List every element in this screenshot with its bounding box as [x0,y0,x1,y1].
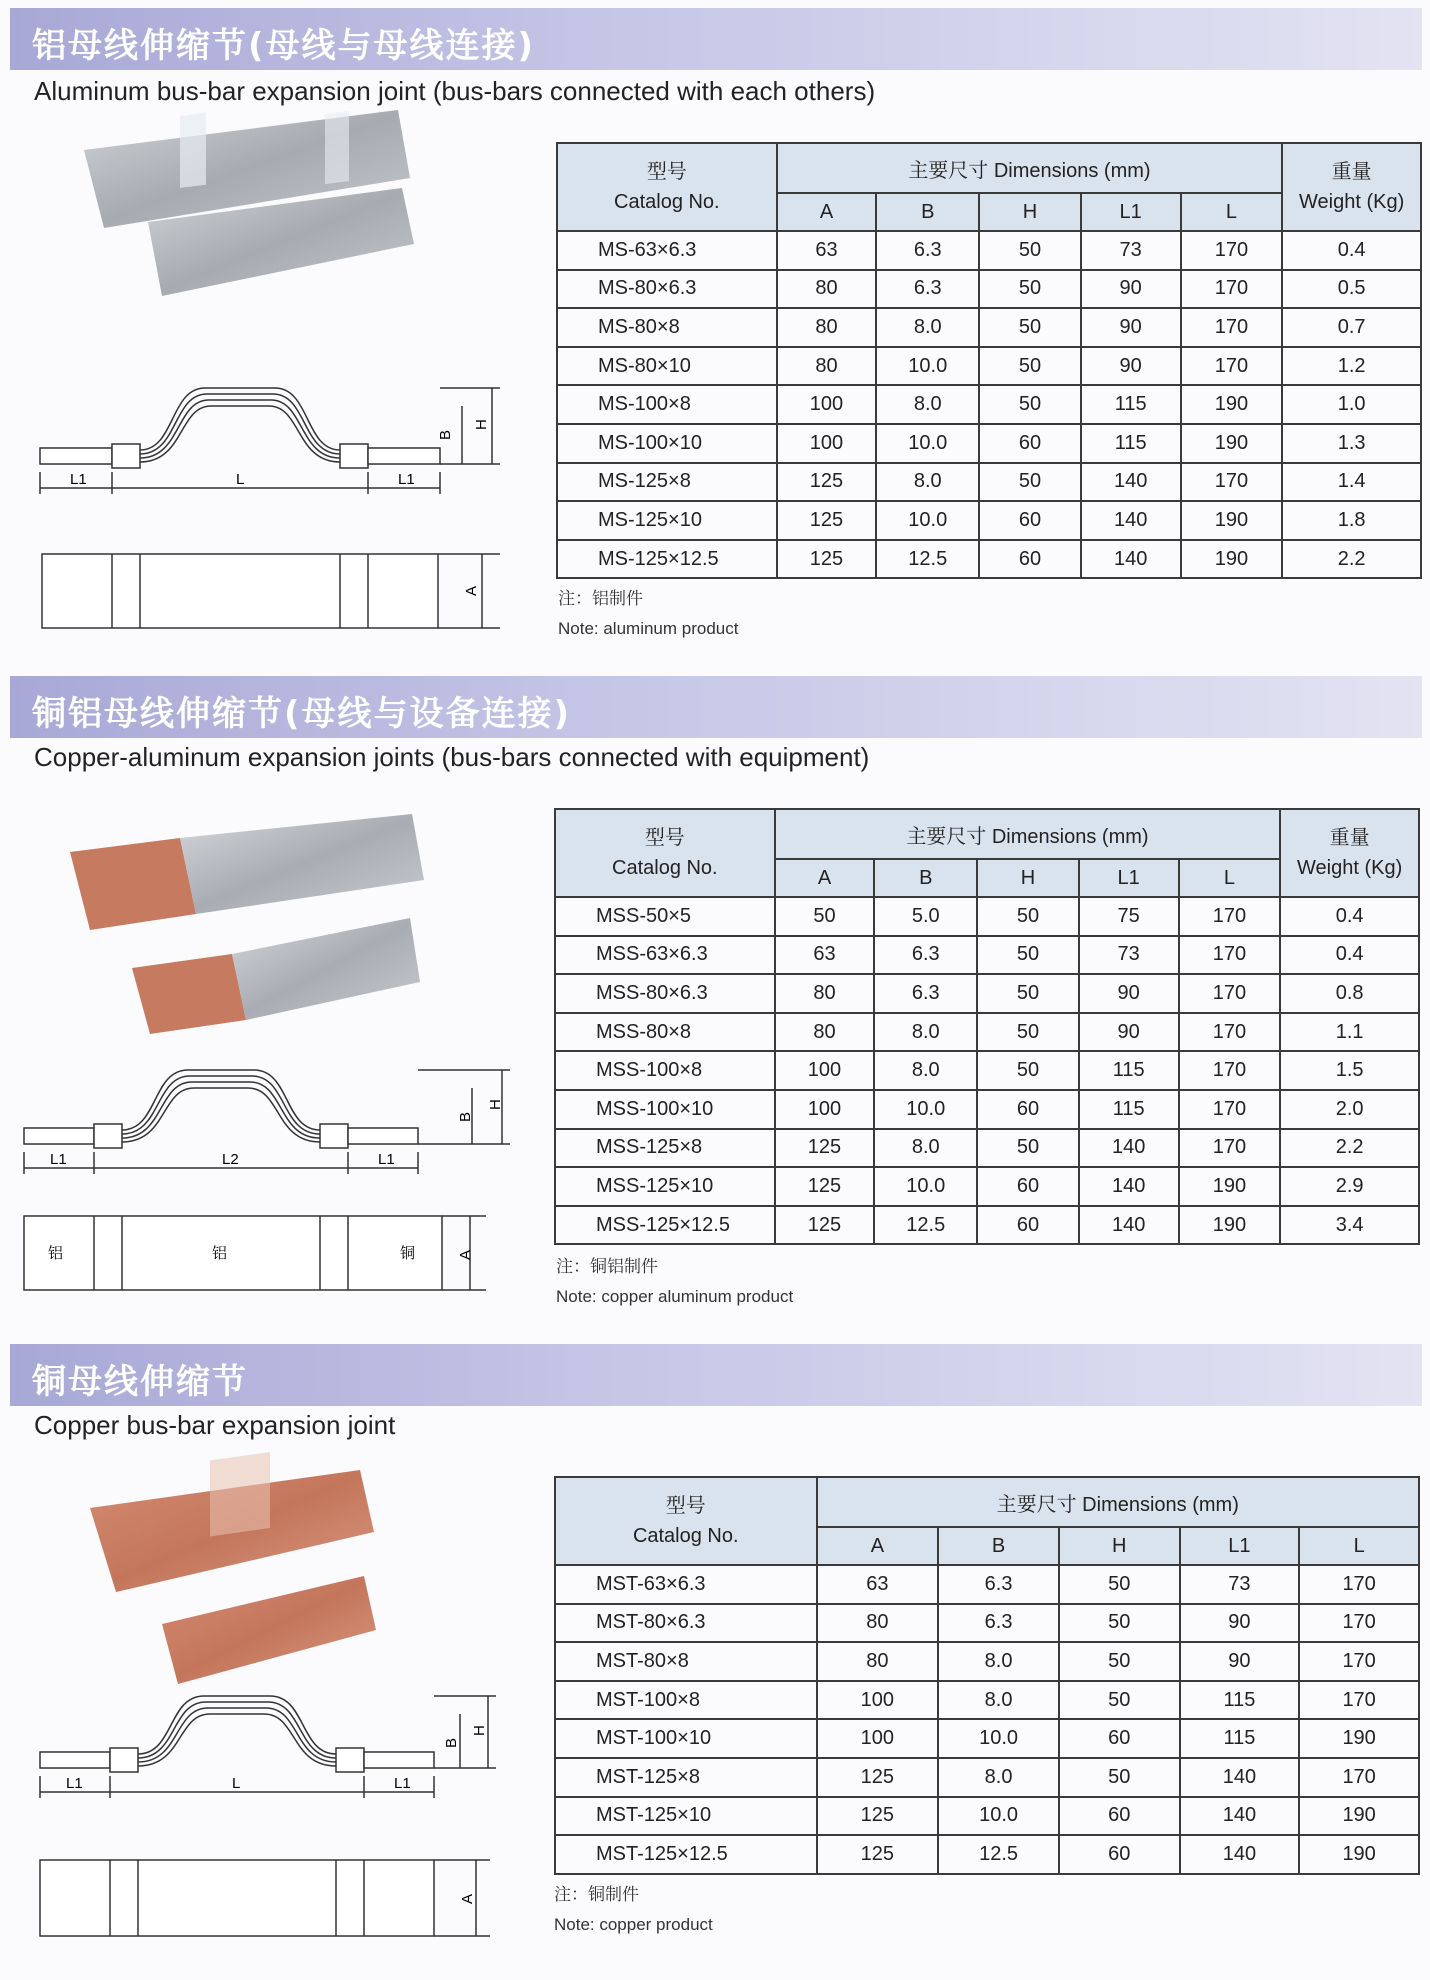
table-row [555,1797,1419,1836]
table-row [557,385,1421,424]
value-cell: 50 [1059,1758,1180,1797]
dim-b-label: B [457,1111,474,1122]
value-cell: 2.9 [1280,1167,1419,1206]
value-cell: 8.0 [938,1681,1059,1720]
value-cell: 170 [1179,897,1281,936]
col-header-a: A [777,193,877,231]
dim-h-label: H [473,419,490,430]
col-header-l: L [1181,193,1283,231]
value-cell: 3.4 [1280,1206,1419,1245]
table-row [557,347,1421,386]
value-cell: 10.0 [874,1090,977,1129]
col-header-l1: L1 [1180,1527,1300,1565]
section1-note: 注：铝制件 Note: aluminum product [558,589,739,638]
value-cell: 50 [979,308,1081,347]
section2-note: 注：铜铝制件 Note: copper aluminum product [556,1257,794,1306]
col-header-weight: 重量 Weight (Kg) [1280,809,1419,897]
dim-b-label: B [437,429,454,440]
value-cell: 90 [1081,308,1181,347]
value-cell: 8.0 [874,1013,977,1052]
value-cell: 170 [1179,936,1281,975]
value-cell: 80 [775,1013,875,1052]
value-cell: 60 [1059,1797,1180,1836]
value-cell: 80 [777,347,877,386]
value-cell: 6.3 [874,936,977,975]
dim-l1-right-label: L1 [398,471,415,488]
value-cell: 125 [775,1206,875,1245]
value-cell: 60 [979,501,1081,540]
value-cell: 8.0 [876,385,979,424]
col-header-b: B [876,193,979,231]
value-cell: 1.4 [1282,463,1421,502]
section2-product-illustration [0,790,520,1350]
value-cell: 1.0 [1282,385,1421,424]
value-cell: 170 [1181,308,1283,347]
side-view-drawing [40,1696,496,1798]
value-cell: 73 [1081,231,1181,270]
value-cell: 50 [979,270,1081,309]
col-header-dimensions: 主要尺寸 Dimensions (mm) [777,143,1283,193]
top-view-drawing [24,1216,486,1290]
catalog-no-cell: MST-100×8 [555,1681,817,1720]
value-cell: 1.3 [1282,424,1421,463]
catalog-no-cell: MST-125×8 [555,1758,817,1797]
value-cell: 8.0 [938,1642,1059,1681]
catalog-no-cell: MSS-50×5 [555,897,775,936]
table-row [557,308,1421,347]
value-cell: 170 [1299,1565,1419,1604]
value-cell: 190 [1299,1719,1419,1758]
value-cell: 190 [1181,540,1283,579]
section3-title-band [10,1344,1422,1406]
value-cell: 90 [1180,1642,1300,1681]
section3-product-illustration [0,1460,500,1980]
value-cell: 100 [775,1090,875,1129]
value-cell: 1.8 [1282,501,1421,540]
value-cell: 140 [1079,1129,1179,1168]
catalog-no-cell: MS-80×6.3 [557,270,777,309]
dim-l1-left-label: L1 [50,1151,67,1168]
table-row [557,501,1421,540]
section1-title-zh: 铝母线伸缩节(母线与母线连接) [32,26,536,66]
col-header-b: B [874,859,977,897]
catalog-no-cell: MS-125×10 [557,501,777,540]
value-cell: 6.3 [874,974,977,1013]
value-cell: 170 [1299,1604,1419,1643]
value-cell: 0.4 [1282,231,1421,270]
value-cell: 50 [977,936,1079,975]
value-cell: 170 [1179,1090,1281,1129]
table-row [555,1681,1419,1720]
table-row [555,1642,1419,1681]
value-cell: 0.4 [1280,897,1419,936]
dim-l2-label: L2 [222,1151,239,1168]
section2-spec-table [554,808,1420,1245]
value-cell: 90 [1081,347,1181,386]
section2-title-zh: 铜铝母线伸缩节(母线与设备连接) [32,694,572,734]
value-cell: 125 [777,501,877,540]
catalog-no-cell: MST-80×6.3 [555,1604,817,1643]
table-row [555,1167,1419,1206]
table-row [555,1206,1419,1245]
value-cell: 190 [1181,501,1283,540]
value-cell: 190 [1299,1835,1419,1874]
value-cell: 140 [1180,1758,1300,1797]
table-row [557,424,1421,463]
value-cell: 80 [817,1642,939,1681]
value-cell: 10.0 [876,501,979,540]
value-cell: 170 [1181,231,1283,270]
catalog-no-cell: MS-80×8 [557,308,777,347]
table-row [555,1758,1419,1797]
value-cell: 115 [1079,1051,1179,1090]
top-view-drawing [42,554,500,628]
col-header-dimensions: 主要尺寸 Dimensions (mm) [775,809,1281,859]
table-row [555,1013,1419,1052]
catalog-no-cell: MST-125×12.5 [555,1835,817,1874]
dim-l1-left-label: L1 [70,471,87,488]
section3-title-zh: 铜母线伸缩节 [32,1362,248,1402]
value-cell: 50 [977,1013,1079,1052]
value-cell: 50 [1059,1604,1180,1643]
dim-l-label: L [232,1775,241,1792]
col-header-h: H [979,193,1081,231]
value-cell: 125 [775,1167,875,1206]
table-row [555,1129,1419,1168]
section1-product-illustration [0,100,490,740]
value-cell: 190 [1179,1206,1281,1245]
value-cell: 2.2 [1282,540,1421,579]
catalog-no-cell: MS-100×8 [557,385,777,424]
value-cell: 60 [979,540,1081,579]
value-cell: 63 [817,1565,939,1604]
aluminum-bar-photo [84,110,414,296]
value-cell: 8.0 [874,1051,977,1090]
value-cell: 140 [1079,1206,1179,1245]
value-cell: 170 [1179,1013,1281,1052]
value-cell: 170 [1299,1758,1419,1797]
value-cell: 50 [775,897,875,936]
value-cell: 50 [1059,1681,1180,1720]
value-cell: 6.3 [938,1565,1059,1604]
value-cell: 2.0 [1280,1090,1419,1129]
table-row [555,1090,1419,1129]
value-cell: 80 [777,308,877,347]
table-row [557,540,1421,579]
value-cell: 170 [1179,1051,1281,1090]
value-cell: 1.2 [1282,347,1421,386]
catalog-no-cell: MSS-80×8 [555,1013,775,1052]
value-cell: 10.0 [876,347,979,386]
dim-l1-right-label: L1 [394,1775,411,1792]
value-cell: 0.5 [1282,270,1421,309]
section3-spec-table [554,1476,1420,1875]
dim-l1-right-label: L1 [378,1151,395,1168]
value-cell: 100 [817,1719,939,1758]
value-cell: 125 [817,1797,939,1836]
catalog-no-cell: MS-80×10 [557,347,777,386]
value-cell: 170 [1179,1129,1281,1168]
value-cell: 50 [977,1051,1079,1090]
value-cell: 80 [777,270,877,309]
table-row [555,1719,1419,1758]
col-header-l: L [1299,1527,1419,1565]
value-cell: 12.5 [938,1835,1059,1874]
material-aluminum-mid: 铝 [212,1245,228,1262]
value-cell: 50 [977,1129,1079,1168]
value-cell: 125 [777,540,877,579]
value-cell: 8.0 [938,1758,1059,1797]
value-cell: 140 [1180,1835,1300,1874]
value-cell: 140 [1081,463,1181,502]
col-header-dimensions: 主要尺寸 Dimensions (mm) [817,1477,1419,1527]
value-cell: 60 [977,1090,1079,1129]
catalog-no-cell: MS-63×6.3 [557,231,777,270]
value-cell: 50 [979,347,1081,386]
value-cell: 12.5 [876,540,979,579]
value-cell: 50 [977,897,1079,936]
material-copper-right: 铜 [400,1245,416,1262]
value-cell: 1.1 [1280,1013,1419,1052]
catalog-no-cell: MST-125×10 [555,1797,817,1836]
col-header-model: 型号 Catalog No. [557,143,777,231]
value-cell: 73 [1180,1565,1300,1604]
value-cell: 6.3 [876,231,979,270]
copper-bar-photo [90,1452,376,1684]
value-cell: 90 [1079,1013,1179,1052]
value-cell: 125 [817,1835,939,1874]
value-cell: 115 [1180,1719,1300,1758]
value-cell: 170 [1299,1681,1419,1720]
value-cell: 125 [817,1758,939,1797]
table-row [555,897,1419,936]
value-cell: 60 [979,424,1081,463]
catalog-no-cell: MSS-125×12.5 [555,1206,775,1245]
dim-l1-left-label: L1 [66,1775,83,1792]
value-cell: 12.5 [874,1206,977,1245]
section3-title-en: Copper bus-bar expansion joint [34,1410,396,1440]
value-cell: 100 [777,385,877,424]
value-cell: 10.0 [874,1167,977,1206]
value-cell: 8.0 [876,463,979,502]
value-cell: 50 [979,463,1081,502]
value-cell: 140 [1081,540,1181,579]
value-cell: 1.5 [1280,1051,1419,1090]
material-aluminum-left: 铝 [48,1245,64,1262]
value-cell: 140 [1079,1167,1179,1206]
value-cell: 10.0 [938,1797,1059,1836]
value-cell: 170 [1179,974,1281,1013]
catalog-no-cell: MSS-125×8 [555,1129,775,1168]
table-row [555,936,1419,975]
value-cell: 50 [977,974,1079,1013]
section1-title-en: Aluminum bus-bar expansion joint (bus-bars connected with each others) [34,76,876,106]
table-row [557,231,1421,270]
table-row [555,1835,1419,1874]
col-header-model: 型号 Catalog No. [555,809,775,897]
dim-l-label: L [236,471,245,488]
dim-a-label: A [457,1249,474,1260]
value-cell: 190 [1181,385,1283,424]
value-cell: 50 [1059,1642,1180,1681]
value-cell: 115 [1079,1090,1179,1129]
value-cell: 6.3 [938,1604,1059,1643]
value-cell: 90 [1081,270,1181,309]
value-cell: 140 [1081,501,1181,540]
value-cell: 6.3 [876,270,979,309]
value-cell: 170 [1299,1642,1419,1681]
section3-note: 注：铜制件 Note: copper product [554,1885,713,1934]
col-header-h: H [977,859,1079,897]
catalog-no-cell: MST-80×8 [555,1642,817,1681]
value-cell: 10.0 [876,424,979,463]
value-cell: 63 [777,231,877,270]
dim-a-label: A [459,1893,476,1904]
value-cell: 0.8 [1280,974,1419,1013]
value-cell: 50 [979,231,1081,270]
value-cell: 170 [1181,463,1283,502]
side-view-drawing [40,388,500,494]
value-cell: 170 [1181,270,1283,309]
value-cell: 2.2 [1280,1129,1419,1168]
value-cell: 80 [817,1604,939,1643]
value-cell: 10.0 [938,1719,1059,1758]
value-cell: 60 [977,1206,1079,1245]
section2-title-band [10,676,1422,738]
value-cell: 90 [1079,974,1179,1013]
value-cell: 63 [775,936,875,975]
value-cell: 8.0 [874,1129,977,1168]
value-cell: 0.4 [1280,936,1419,975]
value-cell: 50 [1059,1565,1180,1604]
dim-a-label: A [463,585,480,596]
value-cell: 50 [979,385,1081,424]
col-header-l1: L1 [1079,859,1179,897]
dim-h-label: H [487,1099,504,1110]
catalog-no-cell: MSS-125×10 [555,1167,775,1206]
value-cell: 90 [1180,1604,1300,1643]
col-header-a: A [775,859,875,897]
value-cell: 190 [1179,1167,1281,1206]
value-cell: 60 [1059,1719,1180,1758]
value-cell: 73 [1079,936,1179,975]
catalog-no-cell: MSS-80×6.3 [555,974,775,1013]
value-cell: 100 [817,1681,939,1720]
section1-spec-table [556,142,1422,579]
value-cell: 8.0 [876,308,979,347]
catalog-no-cell: MSS-63×6.3 [555,936,775,975]
table-row [557,463,1421,502]
value-cell: 60 [1059,1835,1180,1874]
value-cell: 0.7 [1282,308,1421,347]
col-header-weight: 重量 Weight (Kg) [1282,143,1421,231]
value-cell: 190 [1181,424,1283,463]
col-header-b: B [938,1527,1059,1565]
catalog-no-cell: MS-100×10 [557,424,777,463]
value-cell: 80 [775,974,875,1013]
value-cell: 190 [1299,1797,1419,1836]
value-cell: 5.0 [874,897,977,936]
top-view-drawing [40,1860,490,1936]
value-cell: 115 [1180,1681,1300,1720]
catalog-no-cell: MSS-100×8 [555,1051,775,1090]
value-cell: 170 [1181,347,1283,386]
col-header-model: 型号 Catalog No. [555,1477,817,1565]
col-header-l1: L1 [1081,193,1181,231]
col-header-h: H [1059,1527,1180,1565]
catalog-no-cell: MST-63×6.3 [555,1565,817,1604]
col-header-a: A [817,1527,939,1565]
dim-h-label: H [471,1725,488,1736]
dim-b-label: B [443,1737,460,1748]
value-cell: 125 [775,1129,875,1168]
catalog-no-cell: MSS-100×10 [555,1090,775,1129]
section1-title-band [10,8,1422,70]
value-cell: 115 [1081,424,1181,463]
copper-aluminum-bar-photo [70,814,424,1034]
col-header-l: L [1179,859,1281,897]
side-view-drawing [24,1070,510,1174]
table-row [555,1604,1419,1643]
table-row [555,1051,1419,1090]
value-cell: 115 [1081,385,1181,424]
table-row [555,1565,1419,1604]
value-cell: 100 [777,424,877,463]
value-cell: 140 [1180,1797,1300,1836]
catalog-no-cell: MST-100×10 [555,1719,817,1758]
value-cell: 100 [775,1051,875,1090]
table-row [557,270,1421,309]
section2-title-en: Copper-aluminum expansion joints (bus-bars connected with equipment) [34,742,870,772]
catalog-no-cell: MS-125×8 [557,463,777,502]
value-cell: 60 [977,1167,1079,1206]
catalog-no-cell: MS-125×12.5 [557,540,777,579]
value-cell: 75 [1079,897,1179,936]
table-row [555,974,1419,1013]
value-cell: 125 [777,463,877,502]
